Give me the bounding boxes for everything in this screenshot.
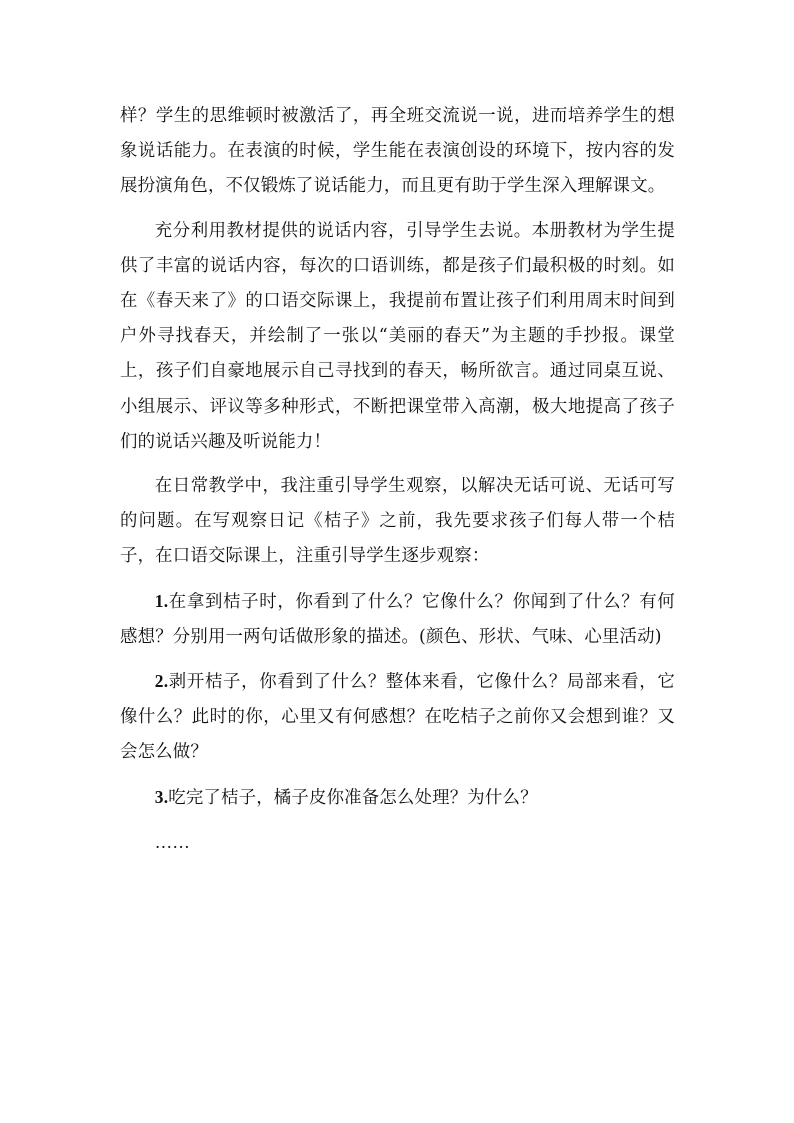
- item-number: 3.: [154, 786, 169, 807]
- item-text: 在拿到桔子时，你看到了什么？它像什么？你闻到了什么？有何感想？分别用一两句话做形象的描述。(颜色、形状、气味、心里活动): [120, 591, 675, 647]
- item-text: 吃完了桔子，橘子皮你准备怎么处理？为什么？: [168, 787, 538, 808]
- paragraph-continued: 样？学生的思维顿时被激活了，再全班交流说一说，进而培养学生的想象说话能力。在表演的时候，学生能在表演创设的环境下，按内容的发展扮演角色，不仅锻炼了说话能力，而且更有助于学生深入理解课文。: [120, 106, 675, 197]
- item-number: 1.: [154, 590, 169, 611]
- numbered-item-1: [120, 584, 675, 655]
- document-body: [120, 99, 675, 860]
- item-number: 2.: [154, 671, 169, 692]
- paragraph-textbook-speaking: 充分利用教材提供的说话内容，引导学生去说。本册教材为学生提供了丰富的说话内容，每次的口语训练，都是孩子们最积极的时刻。如在《春天来了》的口语交际课上，我提前布置让孩子们利用周末时间到户外寻找春天，并绘制了一张以“美丽的春天”为主题的手抄报。课堂上，孩子们自豪地展示自己寻找到的春天，畅所欲言。通过同桌互说、小组展示、评议等多种形式，不断把课堂带入高潮，极大地提高了孩子们的说话兴趣及听说能力！: [120, 220, 675, 452]
- numbered-item-2: [120, 664, 675, 771]
- paragraph-observation: 在日常教学中，我注重引导学生观察，以解决无话可说、无话可写的问题。在写观察日记《桔子》之前，我先要求孩子们每人带一个桔子，在口语交际课上，注重引导学生逐步观察：: [120, 476, 675, 567]
- item-text: 剥开桔子，你看到了什么？整体来看，它像什么？局部来看，它像什么？此时的你，心里又有何感想？在吃桔子之前你又会想到谁？又会怎么做？: [120, 672, 675, 763]
- numbered-item-3: [120, 780, 675, 816]
- ellipsis-line: ……: [154, 831, 190, 852]
